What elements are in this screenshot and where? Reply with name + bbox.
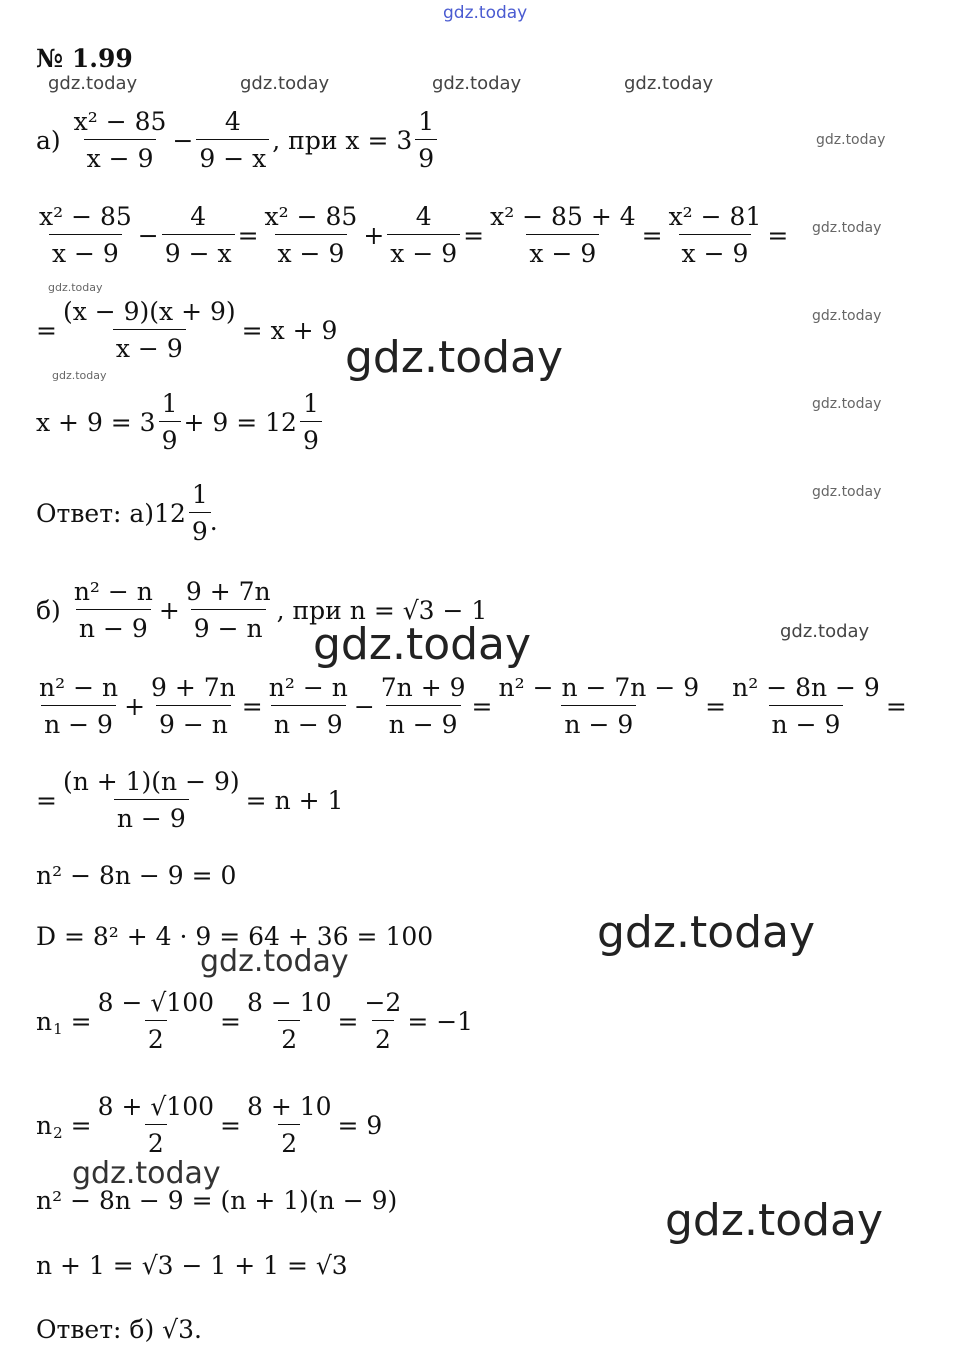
- watermark-row4: gdz.today: [624, 73, 714, 94]
- fraction: $\frac{8 + 10}{2}$: [246, 1092, 332, 1158]
- fraction: $\frac{4}{9 - x}$: [162, 204, 235, 266]
- watermark-row3: gdz.today: [432, 73, 522, 94]
- fraction: $\frac{4}{9 - x}$: [196, 109, 269, 171]
- part-b-label: б): [36, 595, 61, 625]
- fraction: $\frac{\text{x² − 85}}{x - 9}$: [39, 202, 132, 268]
- watermark-big-2: gdz.today: [313, 619, 532, 670]
- fraction: $\frac{1}{9}$: [189, 482, 211, 544]
- fraction: $\frac{1}{9}$: [159, 391, 181, 453]
- watermark-mid-1: gdz.today: [200, 944, 349, 979]
- watermark-right-4: gdz.today: [812, 396, 882, 412]
- watermark-big-3: gdz.today: [597, 907, 816, 958]
- watermark-right-5: gdz.today: [812, 484, 882, 500]
- fraction: $\frac{8 - √100}{2}$: [97, 988, 215, 1054]
- fraction: $\frac{\text{n² − n}}{n - 9}$: [73, 577, 153, 643]
- fraction: $\frac{(n + 1)(n - 9)}{n - 9}$: [62, 767, 240, 833]
- fraction: $\frac{\text{x² − 85}}{x - 9}$: [73, 107, 167, 173]
- fraction: $\frac{8 + √100}{2}$: [97, 1092, 215, 1158]
- fraction: $\frac{\text{x² − 85}}{x - 9}$: [264, 202, 358, 268]
- watermark-mid-2: gdz.today: [72, 1156, 221, 1191]
- part-a-label: а): [36, 125, 61, 155]
- fraction: $\frac{\text{n² − n}}{n - 9}$: [39, 673, 119, 739]
- fraction: $\frac{9 + 7n}{9 - n}$: [151, 673, 236, 739]
- fraction: $\frac{(x - 9)(x + 9)}{x - 9}$: [62, 297, 236, 363]
- watermark-tiny-2: gdz.today: [52, 369, 107, 382]
- watermark-tiny-1: gdz.today: [48, 281, 103, 294]
- fraction: $\frac{\text{n² − n}}{n - 9}$: [268, 673, 348, 739]
- watermark-top: gdz.today: [443, 3, 528, 23]
- watermark-right-6: gdz.today: [780, 621, 870, 642]
- fraction: $\frac{-2}{2}$: [364, 988, 402, 1054]
- fraction: $\frac{\text{x² − 85 + 4}}{x - 9}$: [490, 202, 636, 268]
- watermark-right-1: gdz.today: [816, 132, 886, 148]
- fraction: $\frac{7n + 9}{n - 9}$: [380, 673, 466, 739]
- watermark-right-2: gdz.today: [812, 220, 882, 236]
- fraction: $\frac{\text{n² − 8n − 9}}{n - 9}$: [732, 673, 880, 739]
- watermark-row1: gdz.today: [48, 73, 138, 94]
- fraction: $\frac{1}{9}$: [300, 391, 322, 453]
- fraction: $\frac{1}{9}$: [415, 109, 437, 171]
- fraction: $\frac{4}{x - 9}$: [387, 204, 460, 266]
- fraction: $\frac{\text{x² − 81}}{x - 9}$: [668, 202, 762, 268]
- watermark-big-4: gdz.today: [665, 1195, 884, 1246]
- condition-text: , при x = 3: [272, 125, 413, 155]
- watermark-big-1: gdz.today: [345, 332, 564, 383]
- fraction: $\frac{\text{n² − n − 7n − 9}}{n - 9}$: [498, 673, 700, 739]
- watermark-right-3: gdz.today: [812, 308, 882, 324]
- watermark-row2: gdz.today: [240, 73, 330, 94]
- problem-title: № 1.99: [36, 44, 133, 73]
- fraction: $\frac{8 - 10}{2}$: [246, 988, 332, 1054]
- condition-text: , при n = √3 − 1: [276, 595, 488, 625]
- fraction: $\frac{9 + 7n}{9 - n}$: [185, 577, 271, 643]
